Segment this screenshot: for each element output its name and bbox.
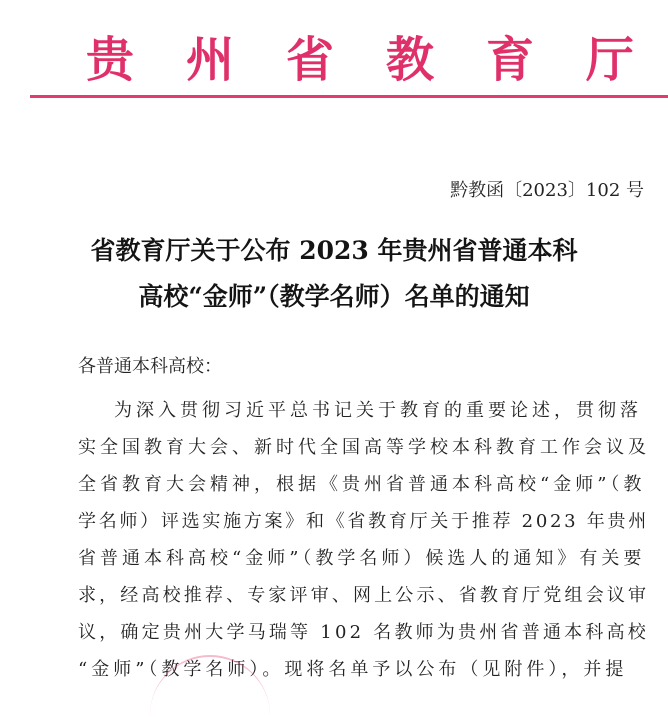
- body-line: 实全国教育大会、新时代全国高等学校本科教育工作会议及: [78, 437, 650, 458]
- salutation: 各普通本科高校：: [78, 356, 222, 377]
- body-line: 议，确定贵州大学马瑞等 102 名教师为贵州省普通本科高校: [78, 622, 650, 643]
- body-line: 为深入贯彻习近平总书记关于教育的重要论述，贯彻落: [114, 400, 642, 421]
- body-line: 学名师）评选实施方案》和《省教育厅关于推荐 2023 年贵州: [78, 511, 649, 532]
- letterhead: [86, 28, 634, 92]
- document-title: [0, 228, 668, 320]
- letterhead-char: 省: [285, 32, 334, 88]
- body-line: “金师”（教学名师）。现将名单予以公布（见附件），并提: [78, 659, 628, 680]
- body-line: 省普通本科高校“金师”（教学名师）候选人的通知》有关要: [78, 548, 646, 569]
- body-line: 求，经高校推荐、专家评审、网上公示、省教育厅党组会议审: [78, 585, 650, 606]
- title-line: 高校“金师”（教学名师）名单的通知: [138, 282, 530, 311]
- title-line: 省教育厅关于公布 2023 年贵州省普通本科: [90, 236, 578, 265]
- letterhead-char: 贵: [86, 32, 135, 88]
- body-line: 全省教育大会精神，根据《贵州省普通本科高校“金师”（教: [78, 474, 646, 495]
- document-number: 黔教函〔2023〕102 号: [450, 180, 644, 201]
- letterhead-char: 厅: [585, 32, 634, 88]
- letterhead-char: 州: [185, 32, 234, 88]
- letterhead-char: 教: [385, 32, 434, 88]
- letterhead-char: 育: [485, 32, 534, 88]
- letterhead-divider: [30, 95, 668, 98]
- body-paragraph: [78, 392, 650, 688]
